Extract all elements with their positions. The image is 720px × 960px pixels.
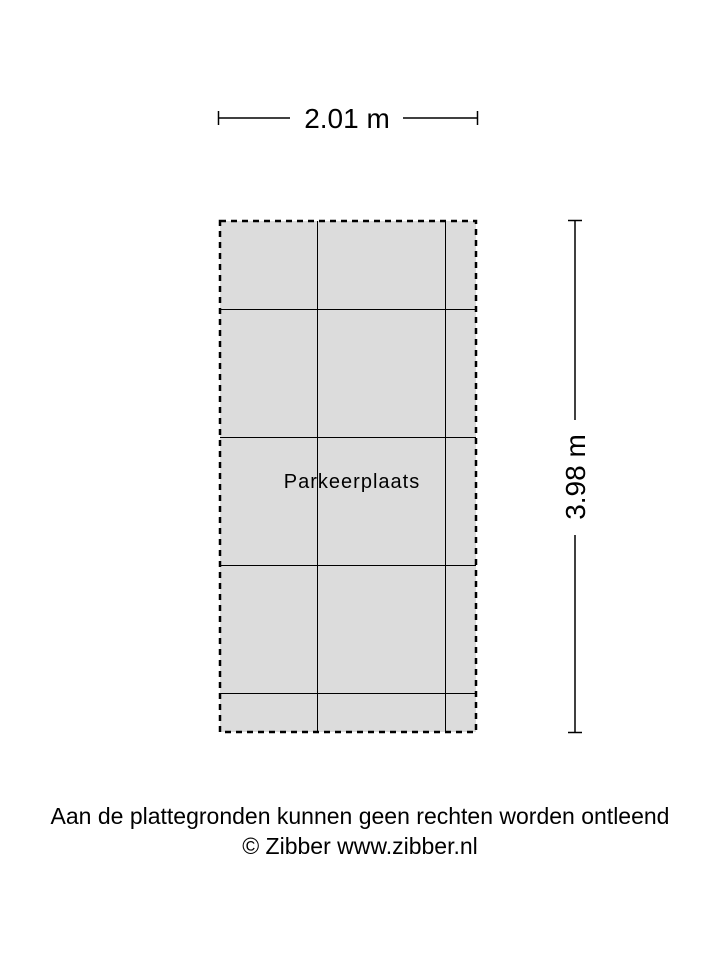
footer-disclaimer: Aan de plattegronden kunnen geen rechten worden ontleend [50, 803, 670, 829]
room-name-label: Parkeerplaats [283, 471, 421, 493]
footer-copyright: © Zibber www.zibber.nl [242, 833, 478, 859]
width-dimension-label: 2.01 m [304, 103, 390, 134]
height-dimension-label: 3.98 m [560, 434, 591, 520]
